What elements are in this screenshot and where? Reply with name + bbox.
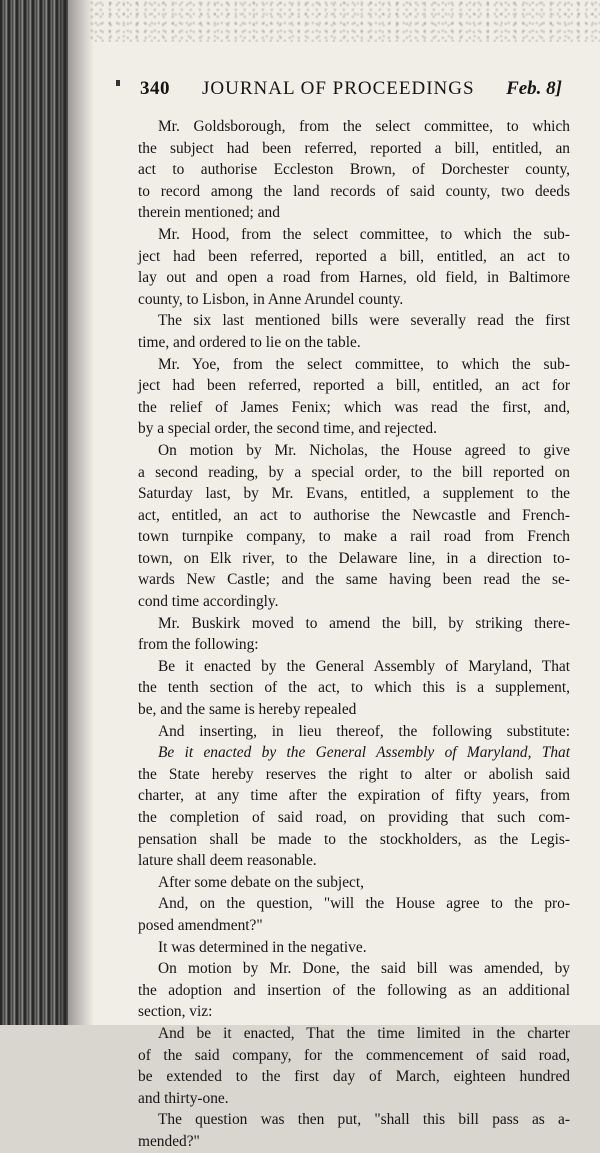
text-line: lay out and open a road from Harnes, old field, in Baltimore [138,269,570,287]
text-line: time, and ordered to lie on the table. [138,333,361,351]
text-line: The question was then put, "shall this bill pass as a- [158,1111,570,1129]
text-line: the tenth section of the act, to which this is a supplement, [138,679,570,697]
text-line: wards New Castle; and the same having been read the se- [138,571,570,589]
text-line: Mr. Buskirk moved to amend the bill, by striking there- [158,614,570,632]
text-line: charter, at any time after the expiration of fifty years, from [138,787,570,805]
text-line: Mr. Yoe, from the select committee, to which the sub- [158,355,570,373]
text-line: of the said company, for the commencement of said road, [138,1046,570,1064]
text-line: lature shall deem reasonable. [138,852,317,870]
text-line: ject had been referred, reported a bill, entitled, an act for [138,377,570,395]
text-line: Mr. Hood, from the select committee, to which the sub- [158,225,570,243]
text-line: On motion by Mr. Done, the said bill was amended, by [158,960,570,978]
text-line: town turnpike company, to make a rail road from French [138,528,570,546]
text-line: therein mentioned; and [138,204,280,222]
text-line: section, viz: [138,1003,213,1021]
text-line: Be it enacted by the General Assembly of Maryland, That [158,657,570,675]
text-line: And inserting, in lieu thereof, the following substitute: [158,722,570,740]
text-line: cond time accordingly. [138,593,279,611]
text-line: mended?" [138,1132,200,1150]
page-number: 340 [140,78,170,99]
text-line: the State hereby reserves the right to alter or abolish said [138,765,570,783]
gutter-shadow [60,0,94,1025]
text-line: Be it enacted by the General Assembly of Maryland, That [158,744,570,762]
text-line: act to authorise Eccleston Brown, of Dorchester county, [138,161,570,179]
text-line: be extended to the first day of March, eighteen hundred [138,1068,570,1086]
text-line: On motion by Mr. Nicholas, the House agreed to give [158,441,570,459]
running-head: JOURNAL OF PROCEEDINGS [202,78,475,99]
journal-body-text [138,116,570,1153]
text-line: from the following: [138,636,259,654]
text-line: It was determined in the negative. [158,938,367,956]
text-line: And, on the question, "will the House agree to the pro- [158,895,570,913]
text-line: by a special order, the second time, and rejected. [138,420,437,438]
text-line: and thirty-one. [138,1089,229,1107]
text-line: The six last mentioned bills were severally read the first [158,312,570,330]
text-line: town, on Elk river, to the Delaware line, in a direction to- [138,549,570,567]
page-header [140,78,570,108]
margin-mark [116,80,120,86]
text-line: county, to Lisbon, in Anne Arundel county. [138,290,404,308]
text-line: Saturday last, by Mr. Evans, entitled, a supplement to the [138,485,570,503]
text-line: the completion of said road, on providing that such com- [138,809,570,826]
text-line: pensation shall be made to the stockholders, as the Legis- [138,830,570,848]
text-line: the adoption and insertion of the following as an additional [138,981,570,999]
running-date: Feb. 8] [506,78,562,99]
book-binding-gutter [0,0,68,1025]
text-line: After some debate on the subject, [158,873,364,891]
text-line: Mr. Goldsborough, from the select committee, to which [158,118,570,135]
text-line: ject had been referred, reported a bill, entitled, an act to [138,247,570,265]
text-line: And be it enacted, That the time limited in the charter [158,1024,570,1042]
text-line: the relief of James Fenix; which was read the first, and, [138,398,570,416]
text-line: the subject had been referred, reported a bill, entitled, an [138,139,570,157]
text-line: a second reading, by a special order, to the bill reported on [138,463,570,481]
text-line: to record among the land records of said county, two deeds [138,182,570,200]
text-line: be, and the same is hereby repealed [138,701,357,719]
scan-noise [90,0,600,42]
text-line: posed amendment?" [138,916,263,934]
text-line: act, entitled, an act to authorise the Newcastle and French- [138,506,570,524]
